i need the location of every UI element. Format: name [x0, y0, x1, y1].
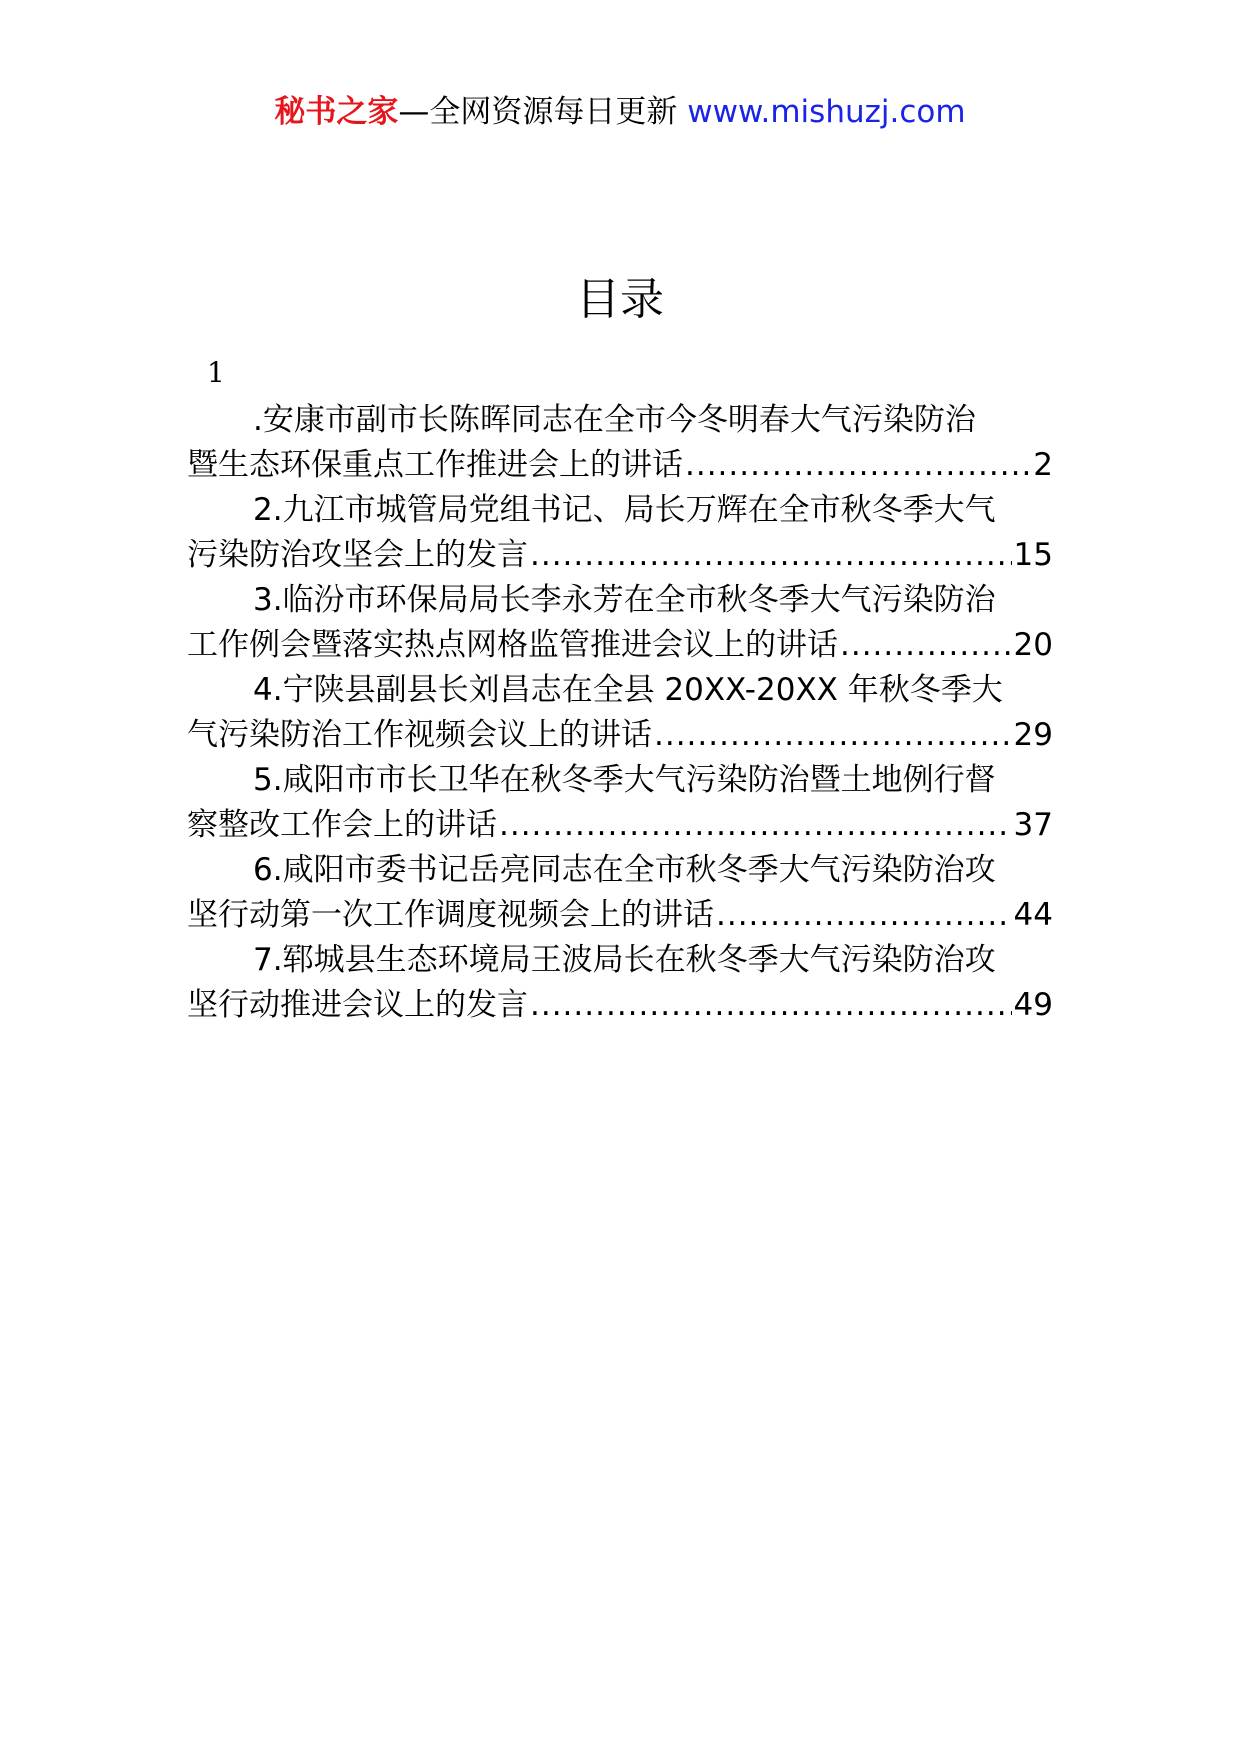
site-slogan: —全网资源每日更新 — [398, 94, 678, 130]
site-brand: 秘书之家 — [274, 94, 399, 130]
toc-entry-line1: 7.郓城县生态环境局王波局长在秋冬季大气污染防治攻 — [253, 942, 996, 978]
toc-entry-page: 20 — [1013, 627, 1053, 663]
toc-entry-line1: 4.宁陕县副县长刘昌志在全县 20XX-20XX 年秋冬季大 — [253, 672, 1003, 708]
site-url-link[interactable]: www.mishuzj.com — [687, 94, 966, 130]
toc-entry-line2 — [187, 713, 1053, 758]
site-header — [0, 92, 1240, 132]
page-title: 目录 — [576, 274, 664, 325]
toc-entry[interactable] — [187, 488, 1053, 578]
toc-entry[interactable] — [187, 398, 1053, 488]
toc-entry-page: 2 — [1033, 447, 1053, 483]
dot-leader — [530, 983, 1012, 1028]
toc-entry-line2-text: 察整改工作会上的讲话 — [187, 807, 497, 843]
toc-entry-line2 — [187, 803, 1053, 848]
toc-entry-page: 37 — [1013, 807, 1053, 843]
dot-leader — [654, 713, 1012, 758]
toc-entry-line2 — [187, 533, 1053, 578]
toc-entry-line2-text: 工作例会暨落实热点网格监管推进会议上的讲话 — [187, 627, 838, 663]
toc-entry-line1: 5.咸阳市市长卫华在秋冬季大气污染防治暨土地例行督 — [253, 762, 996, 798]
toc-entry-line2-text: 气污染防治工作视频会议上的讲话 — [187, 717, 652, 753]
dot-leader — [840, 623, 1012, 668]
toc-entry-line1: 3.临汾市环保局局长李永芳在全市秋冬季大气污染防治 — [253, 582, 996, 618]
toc-entry-line1: 6.咸阳市委书记岳亮同志在全市秋冬季大气污染防治攻 — [253, 852, 996, 888]
toc-entry[interactable] — [187, 578, 1053, 668]
toc-list — [187, 398, 1053, 1028]
toc-entry-line2-text: 暨生态环保重点工作推进会上的讲话 — [187, 447, 683, 483]
toc-entry-line2-text: 污染防治攻坚会上的发言 — [187, 537, 528, 573]
dot-leader — [530, 533, 1012, 578]
toc-entry-page: 15 — [1013, 537, 1053, 573]
toc-entry[interactable] — [187, 758, 1053, 848]
toc-entry[interactable] — [187, 668, 1053, 758]
toc-entry-page: 49 — [1013, 987, 1053, 1023]
toc-entry[interactable] — [187, 848, 1053, 938]
toc-entry-line2-text: 坚行动推进会议上的发言 — [187, 987, 528, 1023]
toc-entry-line2 — [187, 893, 1053, 938]
dot-leader — [499, 803, 1012, 848]
toc-entry-line1: 2.九江市城管局党组书记、局长万辉在全市秋冬季大气 — [253, 492, 996, 528]
toc-entry-line2 — [187, 983, 1053, 1028]
toc-entry-page: 29 — [1013, 717, 1053, 753]
dot-leader — [685, 443, 1031, 488]
dot-leader — [716, 893, 1012, 938]
toc-entry-line2 — [187, 623, 1053, 668]
toc-entry-line1: .安康市副市长陈晖同志在全市今冬明春大气污染防治 — [253, 402, 976, 438]
toc-entry-line2-text: 坚行动第一次工作调度视频会上的讲话 — [187, 897, 714, 933]
toc-entry-page: 44 — [1013, 897, 1053, 933]
toc-entry[interactable] — [187, 938, 1053, 1028]
stray-number: 1 — [207, 356, 225, 389]
toc-entry-line2 — [187, 443, 1053, 488]
